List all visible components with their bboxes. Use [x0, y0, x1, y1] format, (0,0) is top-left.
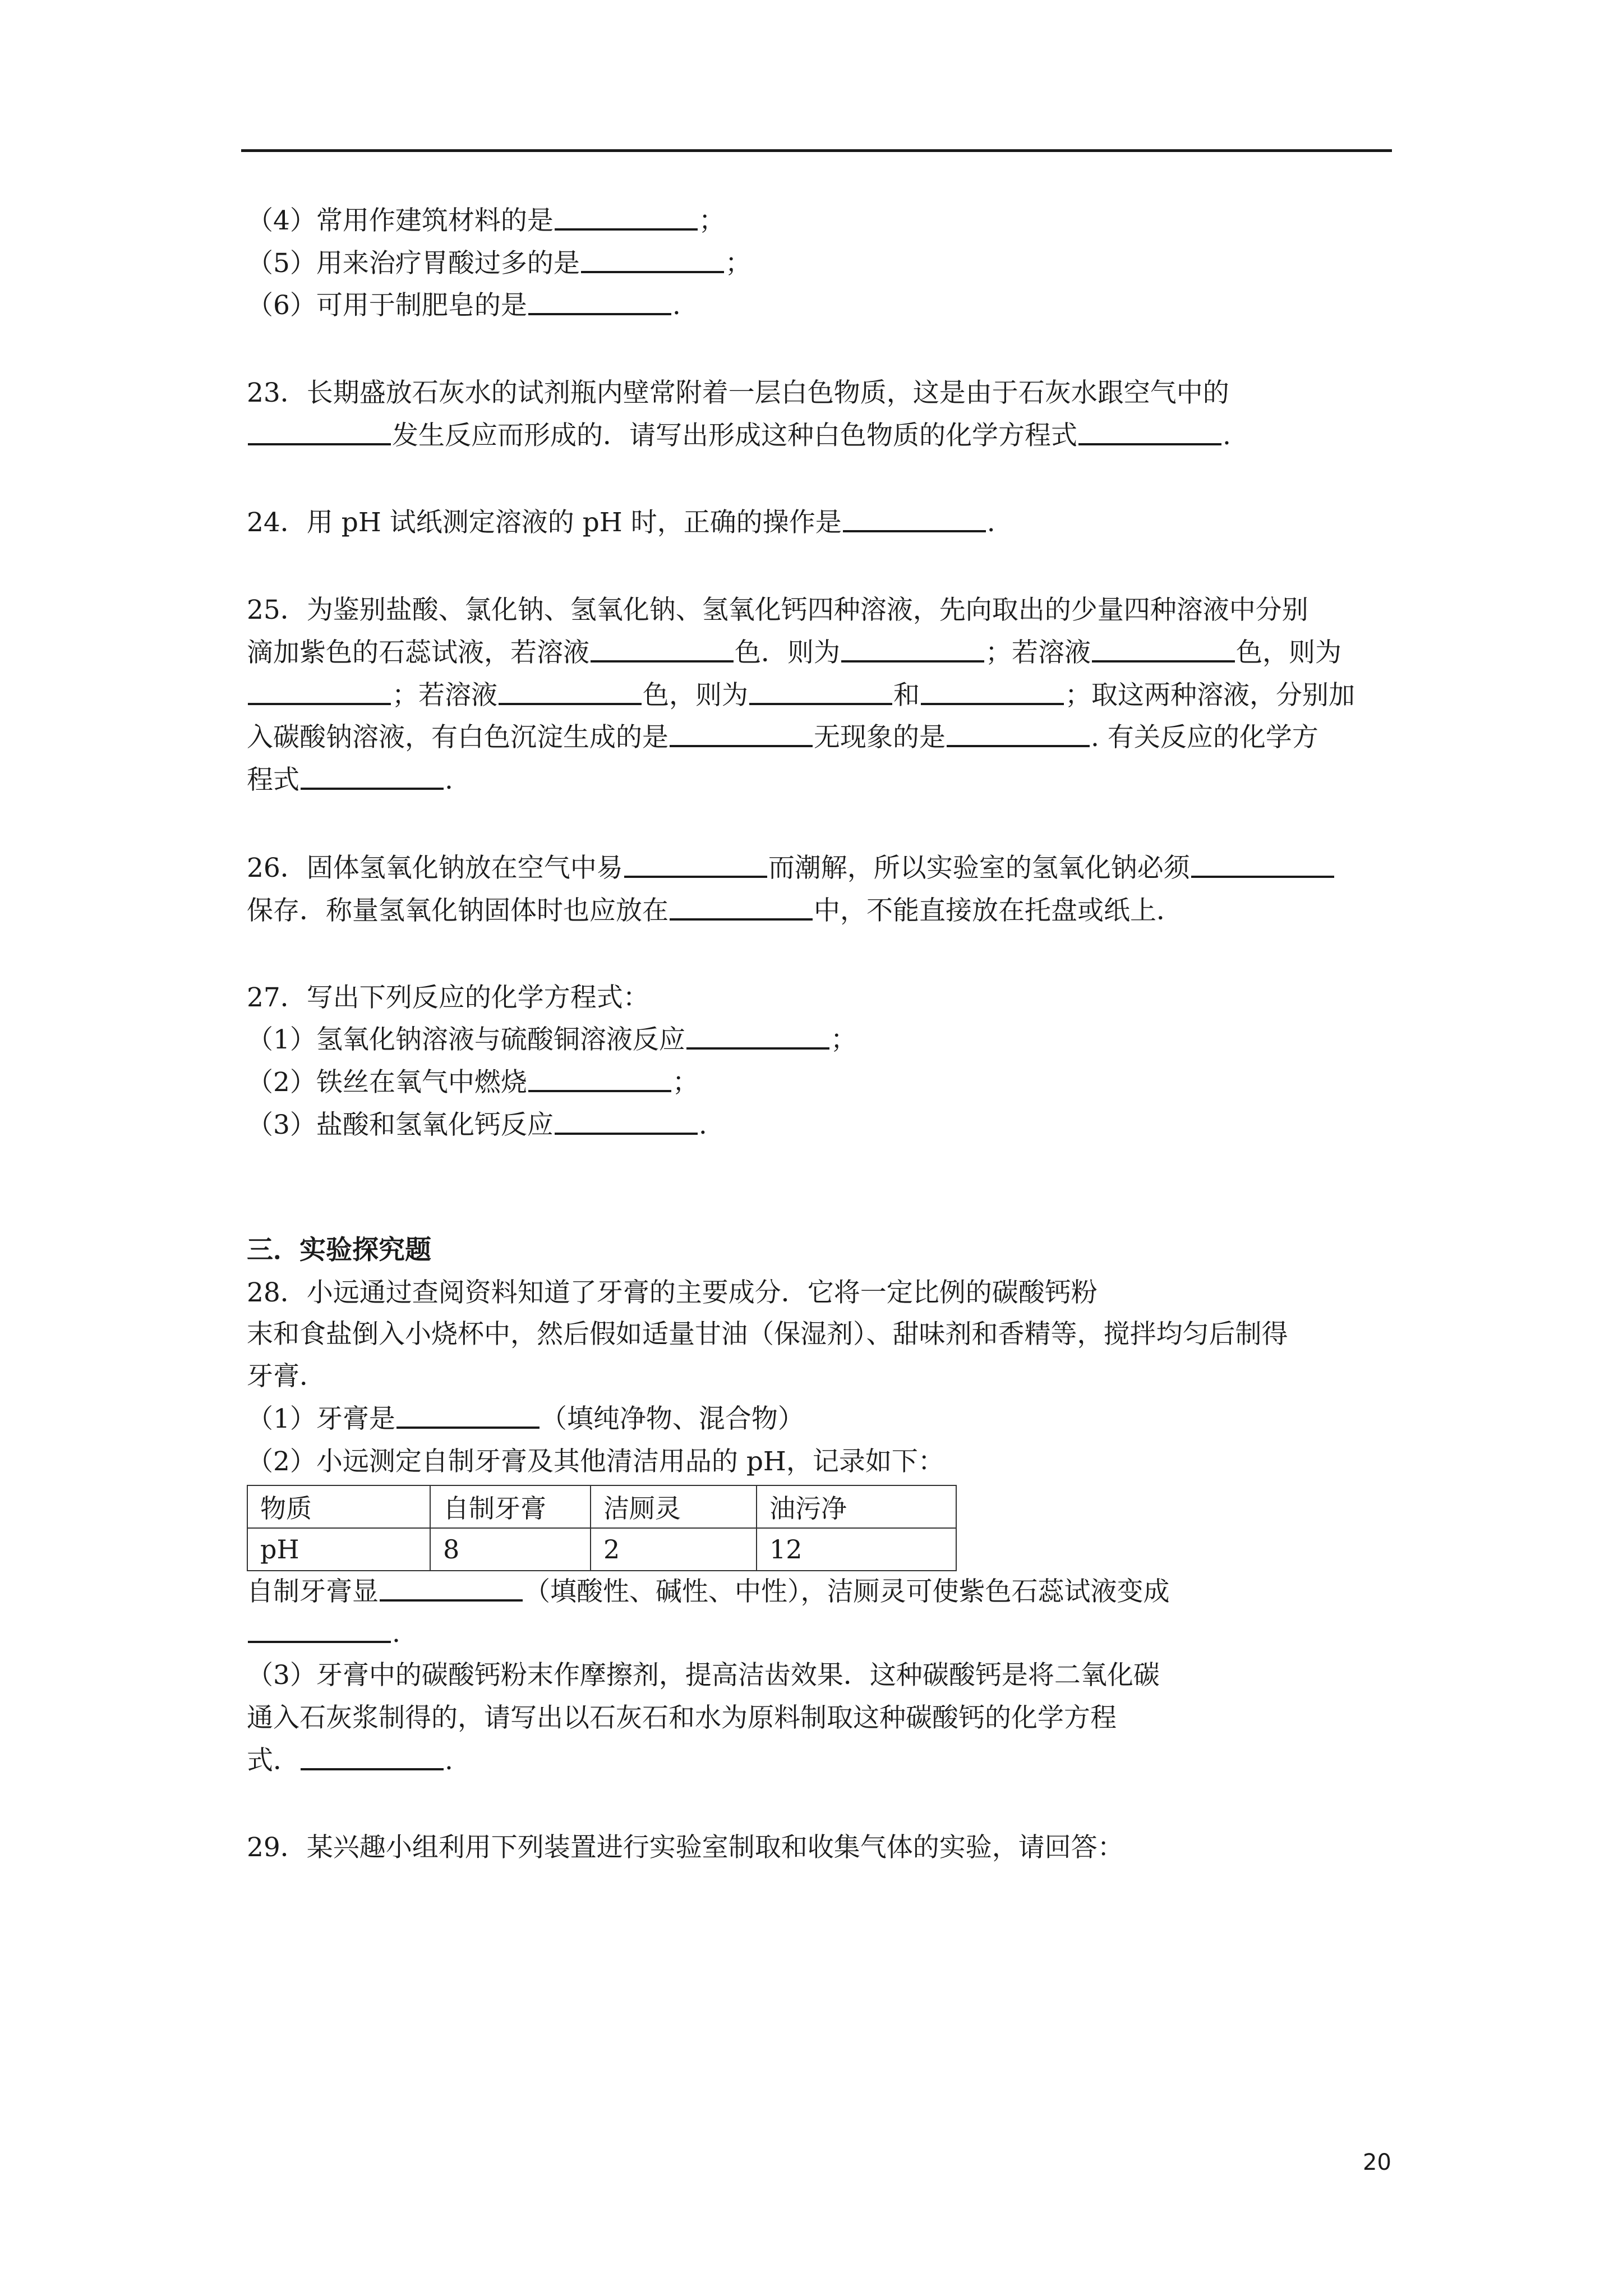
q25-line-3: ；若溶液 色，则为 和 ；取这两种溶液，分别加 [247, 679, 1355, 712]
table-cell: 自制牙膏 [430, 1485, 591, 1528]
q27-item-2: （2）铁丝在氧气中燃烧 ； [247, 1067, 699, 1098]
answer-blank[interactable] [555, 228, 698, 231]
answer-blank[interactable] [841, 660, 984, 662]
answer-blank[interactable] [686, 1047, 829, 1050]
table-cell: 物质 [247, 1485, 430, 1528]
answer-blank[interactable] [301, 788, 444, 790]
q27-item-1: （1）氢氧化钠溶液与硫酸铜溶液反应 ； [247, 1024, 857, 1055]
answer-blank[interactable] [248, 703, 391, 705]
answer-blank[interactable] [1092, 660, 1235, 662]
q28-item-3-line-1: （3）牙膏中的碳酸钙粉末作摩擦剂，提高洁齿效果．这种碳酸钙是将二氧化碳 [247, 1660, 1160, 1691]
q28-item-1: （1）牙膏是 （填纯净物、混合物） [247, 1404, 804, 1434]
table-cell: 油污净 [757, 1485, 956, 1528]
answer-blank[interactable] [396, 1427, 540, 1429]
answer-blank[interactable] [1078, 443, 1221, 445]
q23-line-2: 发生反应而形成的．请写出形成这种白色物质的化学方程式 . [247, 419, 1231, 453]
q25-line-1: 25．为鉴别盐酸、氯化钠、氢氧化钠、氢氧化钙四种溶液，先向取出的少量四种溶液中分别 [247, 595, 1308, 625]
answer-blank[interactable] [843, 530, 986, 532]
answer-blank[interactable] [749, 703, 892, 705]
q25-line-2: 滴加紫色的石蕊试液，若溶液 色．则为 ；若溶液 色，则为 [247, 637, 1341, 668]
q23-line-1: 23．长期盛放石灰水的试剂瓶内壁常附着一层白色物质，这是由于石灰水跟空气中的 [247, 378, 1229, 408]
table-cell: 12 [757, 1528, 956, 1571]
answer-blank[interactable] [380, 1599, 523, 1602]
page-number: 20 [1363, 2150, 1391, 2175]
answer-blank[interactable] [624, 876, 767, 878]
q28-line-2: 末和食盐倒入小烧杯中，然后假如适量甘油（保湿剂）、甜味剂和香精等，搅拌均匀后制得 [247, 1319, 1288, 1350]
table-header-row [247, 1485, 956, 1528]
q28-item-3-line-2: 通入石灰浆制得的，请写出以石灰石和水为原料制取这种碳酸钙的化学方程 [247, 1703, 1117, 1733]
q28-after-table-2: . [247, 1617, 400, 1650]
q22-item-5: （5）用来治疗胃酸过多的是 ； [247, 248, 751, 279]
answer-blank[interactable] [591, 660, 734, 662]
answer-blank[interactable] [528, 313, 671, 315]
q28-item-3-line-3: 式． . [247, 1745, 453, 1776]
answer-blank[interactable] [670, 918, 813, 921]
q25-line-4: 入碳酸钠溶液，有白色沉淀生成的是 无现象的是 . 有关反应的化学方 [247, 722, 1318, 753]
answer-blank[interactable] [528, 1090, 671, 1092]
section-title: 三．实验探究题 [247, 1235, 431, 1266]
answer-blank[interactable] [581, 271, 724, 273]
answer-blank[interactable] [301, 1768, 444, 1770]
q27-line-title: 27．写出下列反应的化学方程式： [247, 982, 649, 1013]
answer-blank[interactable] [248, 443, 391, 445]
answer-blank[interactable] [921, 703, 1064, 705]
q25-line-5: 程式 . [247, 765, 453, 795]
q26-line-2: 保存．称量氢氧化钠固体时也应放在 中，不能直接放在托盘或纸上． [247, 895, 1183, 926]
q28-item-2: （2）小远测定自制牙膏及其他清洁用品的 pH，记录如下： [247, 1446, 944, 1477]
answer-blank[interactable] [670, 745, 813, 747]
table-cell: pH [247, 1528, 430, 1571]
q22-item-4: （4）常用作建筑材料的是 ； [247, 205, 725, 236]
answer-blank[interactable] [499, 703, 642, 705]
q28-line-1: 28．小远通过查阅资料知道了牙膏的主要成分．它将一定比例的碳酸钙粉 [247, 1277, 1098, 1308]
answer-blank[interactable] [555, 1133, 698, 1135]
table-cell: 洁厕灵 [591, 1485, 757, 1528]
table-cell: 8 [430, 1528, 591, 1571]
q27-item-3: （3）盐酸和氢氧化钙反应 . [247, 1110, 707, 1140]
q29-line: 29．某兴趣小组利用下列装置进行实验室制取和收集气体的实验，请回答： [247, 1832, 1124, 1863]
table-row [247, 1528, 956, 1571]
q28-line-3: 牙膏． [247, 1361, 326, 1392]
answer-blank[interactable] [1191, 876, 1334, 878]
table-cell: 2 [591, 1528, 757, 1571]
q22-item-6: （6）可用于制肥皂的是 . [247, 290, 681, 321]
header-rule [241, 149, 1392, 152]
q24-line: 24．用 pH 试纸测定溶液的 pH 时，正确的操作是 . [247, 507, 995, 538]
ph-table [247, 1485, 957, 1571]
q28-after-table-1: 自制牙膏显 （填酸性、碱性、中性），洁厕灵可使紫色石蕊试液变成 [247, 1576, 1170, 1607]
answer-blank[interactable] [947, 745, 1090, 747]
answer-blank[interactable] [248, 1641, 391, 1643]
q26-line-1: 26．固体氢氧化钠放在空气中易 而潮解，所以实验室的氢氧化钠必须 [247, 852, 1335, 885]
